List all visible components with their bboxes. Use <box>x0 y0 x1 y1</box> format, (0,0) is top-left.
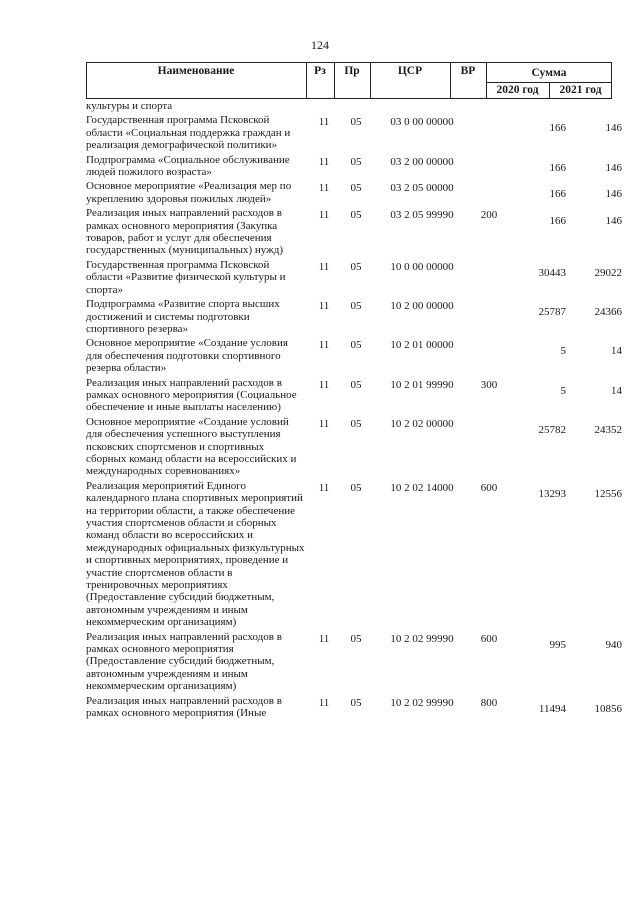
table-row <box>86 377 622 416</box>
row-pr: 05 <box>350 155 362 168</box>
row-name: Основное мероприятие «Реализация мер по укреплению здоровья пожилых людей» <box>86 180 292 205</box>
row-csr <box>374 100 470 114</box>
budget-table <box>86 100 622 722</box>
row-amount-2020: 995 <box>549 638 566 651</box>
row-vr <box>470 154 508 181</box>
row-amount-2021: 24366 <box>594 306 622 319</box>
row-rz <box>310 100 338 114</box>
table-row <box>86 207 622 259</box>
header-name: Наименование <box>157 65 235 77</box>
table-row <box>86 114 622 153</box>
row-amount-2020 <box>508 100 572 114</box>
row-amount-2020: 13293 <box>538 487 566 500</box>
row-vr: 600 <box>480 481 498 494</box>
row-rz: 11 <box>318 481 330 494</box>
row-vr <box>470 180 508 207</box>
row-vr <box>470 259 508 298</box>
header-vr: ВР <box>460 65 476 77</box>
row-name: Государственная программа Псковской области «Социальная поддержка граждан и реализация демографической политики» <box>86 114 291 152</box>
row-name: Государственная программа Псковской области «Развитие физической культуры и спорта» <box>86 258 286 296</box>
row-vr <box>470 337 508 376</box>
row-rz: 11 <box>318 696 330 709</box>
row-csr: 10 2 02 99990 <box>390 696 454 709</box>
header-sep-sum-row <box>486 82 612 83</box>
row-vr: 800 <box>480 696 498 709</box>
row-amount-2021: 146 <box>605 188 622 201</box>
row-csr: 03 0 00 00000 <box>390 116 454 129</box>
header-rz: Рз <box>314 65 326 77</box>
table-row <box>86 100 622 114</box>
row-rz: 11 <box>318 417 330 430</box>
row-pr: 05 <box>350 300 362 313</box>
row-amount-2020: 11494 <box>538 702 566 715</box>
row-vr <box>470 114 508 153</box>
row-amount-2021: 10856 <box>594 702 622 715</box>
row-rz: 11 <box>318 300 330 313</box>
table-row <box>86 337 622 376</box>
row-amount-2021: 146 <box>605 122 622 135</box>
row-pr: 05 <box>350 209 362 222</box>
row-csr: 03 2 05 00000 <box>390 182 454 195</box>
row-pr: 05 <box>350 260 362 273</box>
row-name: Реализация иных направлений расходов в рамках основного мероприятия (Предоставление субсидий бюджетным, автономным учреждениям и иным некоммерческим организациям) <box>86 630 282 693</box>
row-amount-2020: 5 <box>560 345 566 358</box>
row-name: Основное мероприятие «Создание условия для обеспечения подготовки спортивного резерва области» <box>86 337 288 375</box>
header-border-top <box>86 62 612 63</box>
table-row <box>86 259 622 298</box>
row-amount-2020: 166 <box>549 161 566 174</box>
row-csr: 10 2 01 00000 <box>390 339 454 352</box>
table-row <box>86 180 622 207</box>
row-pr: 05 <box>350 481 362 494</box>
row-vr: 300 <box>480 378 498 391</box>
header-csr: ЦСР <box>397 65 423 77</box>
row-pr: 05 <box>350 378 362 391</box>
row-csr: 10 2 02 99990 <box>390 632 454 645</box>
row-amount-2020: 5 <box>560 384 566 397</box>
header-year-2021: 2021 год <box>559 84 602 96</box>
row-name: Реализация иных направлений расходов в рамках основного мероприятия (Иные <box>86 694 282 720</box>
page-number: 124 <box>311 38 329 52</box>
row-rz: 11 <box>318 116 330 129</box>
table-row <box>86 480 622 631</box>
row-rz: 11 <box>318 209 330 222</box>
table-row <box>86 298 622 337</box>
row-name: Реализация мероприятий Единого календарного плана спортивных мероприятий на территории области, а также обеспечение участия спортсменов области и сборных команд области во всероссийских и международных официальных физкультурных и спортивных мероприятиях, проведение и участие спортсменов области в тренировочных мероприятиях (Предоставление субсидий бюджетным, автономным учреждениям и иным некоммерческим организациям) <box>86 479 305 629</box>
row-csr: 03 2 05 99990 <box>390 209 454 222</box>
row-pr: 05 <box>350 417 362 430</box>
row-vr <box>470 100 508 114</box>
row-vr: 600 <box>480 632 498 645</box>
row-csr: 10 2 01 99990 <box>390 378 454 391</box>
row-rz: 11 <box>318 155 330 168</box>
row-amount-2021: 14 <box>611 384 622 397</box>
row-rz: 11 <box>318 339 330 352</box>
table-row <box>86 154 622 181</box>
row-pr <box>338 100 374 114</box>
row-name: Подпрограмма «Развитие спорта высших достижений и системы подготовки спортивного резерва» <box>86 298 280 335</box>
header-pr: Пр <box>344 65 360 77</box>
row-csr: 10 2 00 00000 <box>390 300 454 313</box>
row-csr: 10 0 00 00000 <box>390 260 454 273</box>
row-amount-2021: 940 <box>605 638 622 651</box>
row-amount-2021: 24352 <box>594 423 622 436</box>
row-amount-2021: 146 <box>605 161 622 174</box>
row-amount-2020: 25782 <box>538 423 566 436</box>
header-year-2020: 2020 год <box>496 84 539 96</box>
row-name: Основное мероприятие «Создание условий для обеспечения успешного выступления псковских спортсменов и спортивных сборных команд области на всероссийских и международных соревнованиях» <box>86 415 297 478</box>
row-pr: 05 <box>350 696 362 709</box>
row-rz: 11 <box>318 182 330 195</box>
table-row <box>86 695 622 722</box>
row-amount-2020: 166 <box>549 122 566 135</box>
header-border-bottom <box>86 98 612 99</box>
row-csr: 10 2 02 00000 <box>390 417 454 430</box>
row-vr <box>470 298 508 337</box>
row-pr: 05 <box>350 339 362 352</box>
row-amount-2021 <box>572 100 622 114</box>
row-pr: 05 <box>350 182 362 195</box>
row-amount-2021: 12556 <box>594 487 622 500</box>
row-name: Реализация иных направлений расходов в рамках основного мероприятия (Социальное обеспечение и иные выплаты населению) <box>86 376 297 414</box>
table-row <box>86 416 622 480</box>
row-name: культуры и спорта <box>86 100 173 112</box>
row-rz: 11 <box>318 378 330 391</box>
header-sum: Сумма <box>531 67 567 79</box>
row-name: Подпрограмма «Социальное обслуживание людей пожилого возраста» <box>86 153 290 179</box>
row-amount-2021: 14 <box>611 345 622 358</box>
row-amount-2021: 146 <box>605 215 622 228</box>
row-vr: 200 <box>480 209 498 222</box>
row-amount-2020: 166 <box>549 215 566 228</box>
row-amount-2021: 29022 <box>594 266 622 279</box>
row-csr: 10 2 02 14000 <box>390 481 454 494</box>
row-rz: 11 <box>318 632 330 645</box>
row-pr: 05 <box>350 632 362 645</box>
row-rz: 11 <box>318 260 330 273</box>
row-pr: 05 <box>350 116 362 129</box>
row-name: Реализация иных направлений расходов в рамках основного мероприятия (Закупка товаров, работ и услуг для обеспечения государственных (муниципальных) нужд) <box>86 207 283 257</box>
table-row <box>86 631 622 695</box>
row-amount-2020: 25787 <box>538 306 566 319</box>
row-amount-2020: 166 <box>549 188 566 201</box>
row-csr: 03 2 00 00000 <box>390 155 454 168</box>
row-amount-2020: 30443 <box>538 266 566 279</box>
row-vr <box>470 416 508 480</box>
